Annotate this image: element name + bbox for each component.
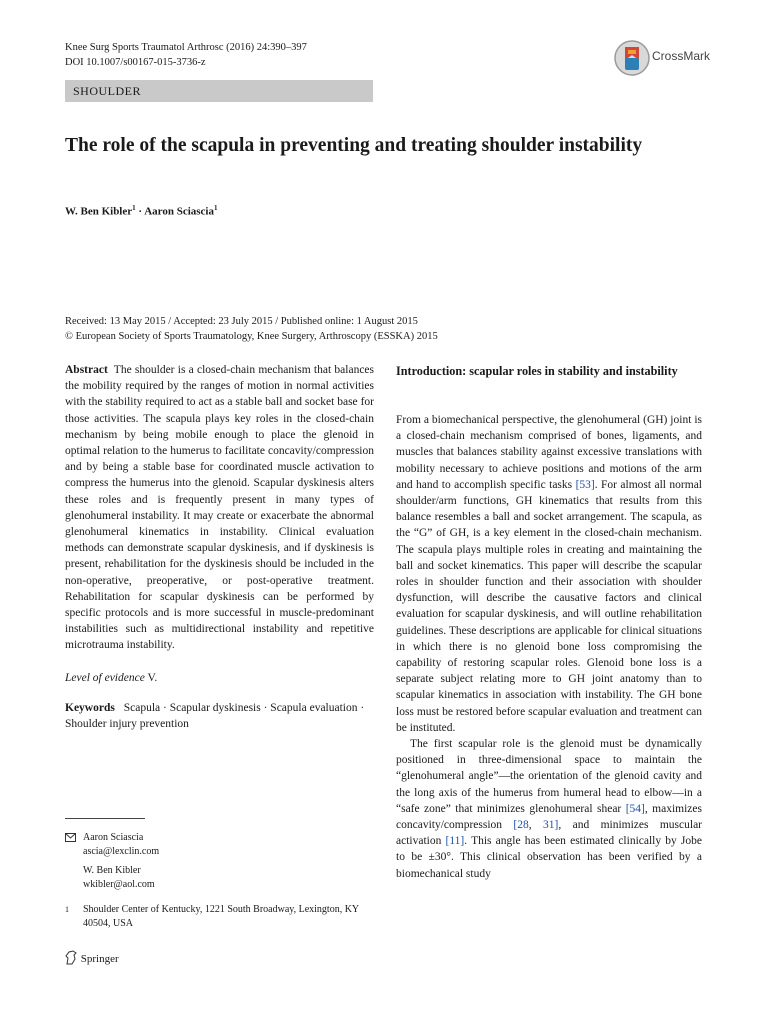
keywords-text: Scapula · Scapular dyskinesis · Scapula evaluation · Shoulder injury prevention bbox=[65, 701, 365, 731]
body-text: , bbox=[528, 819, 543, 832]
abstract bbox=[65, 362, 374, 654]
keywords-label: Keywords bbox=[65, 701, 115, 714]
correspondent-name: W. Ben Kibler bbox=[83, 865, 141, 876]
section-label: SHOULDER bbox=[65, 80, 373, 102]
citation-link[interactable]: 31] bbox=[543, 819, 559, 832]
author-line bbox=[65, 204, 218, 218]
body-text: The first scapular role is the glenoid must be dynamically positioned in three-dimensional space to maintain the “glenohumeral angle”—the orientation of the glenoid cavity and the long axis of the humerus from humeral head to elbow—in a “safe zone” that minimizes glenohumeral shear bbox=[396, 738, 702, 815]
intro-paragraph-1 bbox=[396, 412, 702, 736]
correspondence-block bbox=[65, 831, 365, 891]
level-of-evidence bbox=[65, 670, 374, 686]
body-text: , maximizes concavity/compression bbox=[396, 802, 702, 832]
body-text: . For almost all normal shoulder/arm functions, GH kinematics that results from this balance resembles a ball and socket arrangement. The scapula, as the “G” of GH, is a key element in the closed-chain mechanism. The scapula plays multiple roles in creating and maintaining the ball and socket kinematics. This paper will describe the scapular roles in shoulder function and their association with shoulder dysfunction, will describe the causative factors and clinical evaluation for scapular dyskinesis, and will outline rehabilitation guidelines. These descriptions are applicable for clinical situations in which there is no glenoid bone loss compromising the capability of restoring scapular roles. Glenoid bone loss is a separate subject relating more to GH joint anatomy than to scapular kinematics in association with instability. The GH bone loss must be restored before scapular evaluation and treatment can be instituted. bbox=[396, 478, 702, 734]
left-column bbox=[65, 362, 374, 732]
right-column bbox=[396, 412, 702, 882]
journal-header bbox=[65, 40, 307, 70]
level-of-evidence-label: Level of evidence bbox=[65, 671, 145, 684]
author-separator: · bbox=[138, 205, 143, 218]
introduction-heading: Introduction: scapular roles in stability and instability bbox=[396, 364, 678, 378]
journal-citation: Knee Surg Sports Traumatol Arthrosc (2016) 24:390–397 bbox=[65, 42, 307, 53]
keywords bbox=[65, 700, 374, 732]
abstract-text: The shoulder is a closed-chain mechanism that balances the mobility required by the ranges of motion in normal activities with the stability required to act as a stable ball and socket base for those activities. The scapula plays key roles in the closed-chain mechanism by being mobile enough to place the glenoid in optimal relation to the humerus to facilitate concavity/compression and by being a stable base for coordinated muscle activation to compress the humerus into the glenoid. Scapular dyskinesis alters these roles and is frequently present in many types of glenohumeral instability. It may create or exacerbate the abnormal glenohumeral kinematics in instability. Clinical evaluation methods can demonstrate scapular dyskinesis, and if dyskinesis is present, rehabilitation for the dyskinesis should be included in the non-operative, preoperative, or post-operative treatment. Rehabilitation for scapular dyskinesis can be performed by specific protocols and is more successful in muscle-predominant instabilities such as multidirectional instability and repetitive microtrauma instability. bbox=[65, 364, 374, 652]
doi: DOI 10.1007/s00167-015-3736-z bbox=[65, 57, 206, 68]
crossmark-icon bbox=[612, 38, 652, 78]
body-text: . This angle has been estimated clinically by Jobe to be ±30°. This clinical observation has been verified by a biomechanical study bbox=[396, 835, 703, 880]
citation-link[interactable]: [53] bbox=[575, 478, 595, 491]
footnote-divider bbox=[65, 818, 145, 819]
level-of-evidence-value: V. bbox=[147, 671, 158, 684]
abstract-label: Abstract bbox=[65, 364, 108, 376]
dates-line: Received: 13 May 2015 / Accepted: 23 July 2015 / Published online: 1 August 2015 bbox=[65, 316, 418, 327]
affiliation-block bbox=[65, 903, 365, 930]
correspondent-email[interactable]: wkibler@aol.com bbox=[83, 878, 155, 890]
crossmark-badge[interactable] bbox=[612, 38, 727, 78]
body-text: From a biomechanical perspective, the glenohumeral (GH) joint is a closed-chain mechanism comprised of bones, ligaments, and muscles that balances stability against excessive translations with mobility necessary to achieve positions and motions of the arm and hand to accomplish specific tasks bbox=[396, 414, 702, 491]
crossmark-label: CrossMark bbox=[652, 49, 711, 63]
body-text: , and minimizes muscular activation bbox=[396, 819, 703, 848]
intro-paragraph-2 bbox=[396, 736, 702, 882]
affiliation-number: 1 bbox=[65, 905, 69, 914]
correspondent-email[interactable]: ascia@lexclin.com bbox=[83, 845, 160, 857]
author-name[interactable]: W. Ben Kibler bbox=[65, 205, 133, 218]
envelope-icon bbox=[65, 833, 76, 842]
affiliation-text: Shoulder Center of Kentucky, 1221 South Broadway, Lexington, KY 40504, USA bbox=[83, 904, 359, 929]
article-title: The role of the scapula in preventing and treating shoulder instability bbox=[65, 135, 643, 156]
publication-history bbox=[65, 314, 438, 344]
author-affiliation-mark: 1 bbox=[132, 204, 136, 212]
author-name[interactable]: Aaron Sciascia bbox=[144, 205, 214, 218]
publisher-name: Springer bbox=[80, 953, 119, 965]
citation-link[interactable]: [11] bbox=[445, 835, 465, 848]
publisher-logo bbox=[65, 950, 119, 965]
copyright-line: © European Society of Sports Traumatology, Knee Surgery, Arthroscopy (ESSKA) 2015 bbox=[65, 331, 438, 342]
author-affiliation-mark: 1 bbox=[214, 204, 218, 212]
springer-horse-icon bbox=[65, 950, 78, 965]
citation-link[interactable]: [54] bbox=[625, 802, 645, 815]
citation-link[interactable]: [28 bbox=[513, 819, 529, 832]
correspondent-name: Aaron Sciascia bbox=[83, 832, 144, 843]
